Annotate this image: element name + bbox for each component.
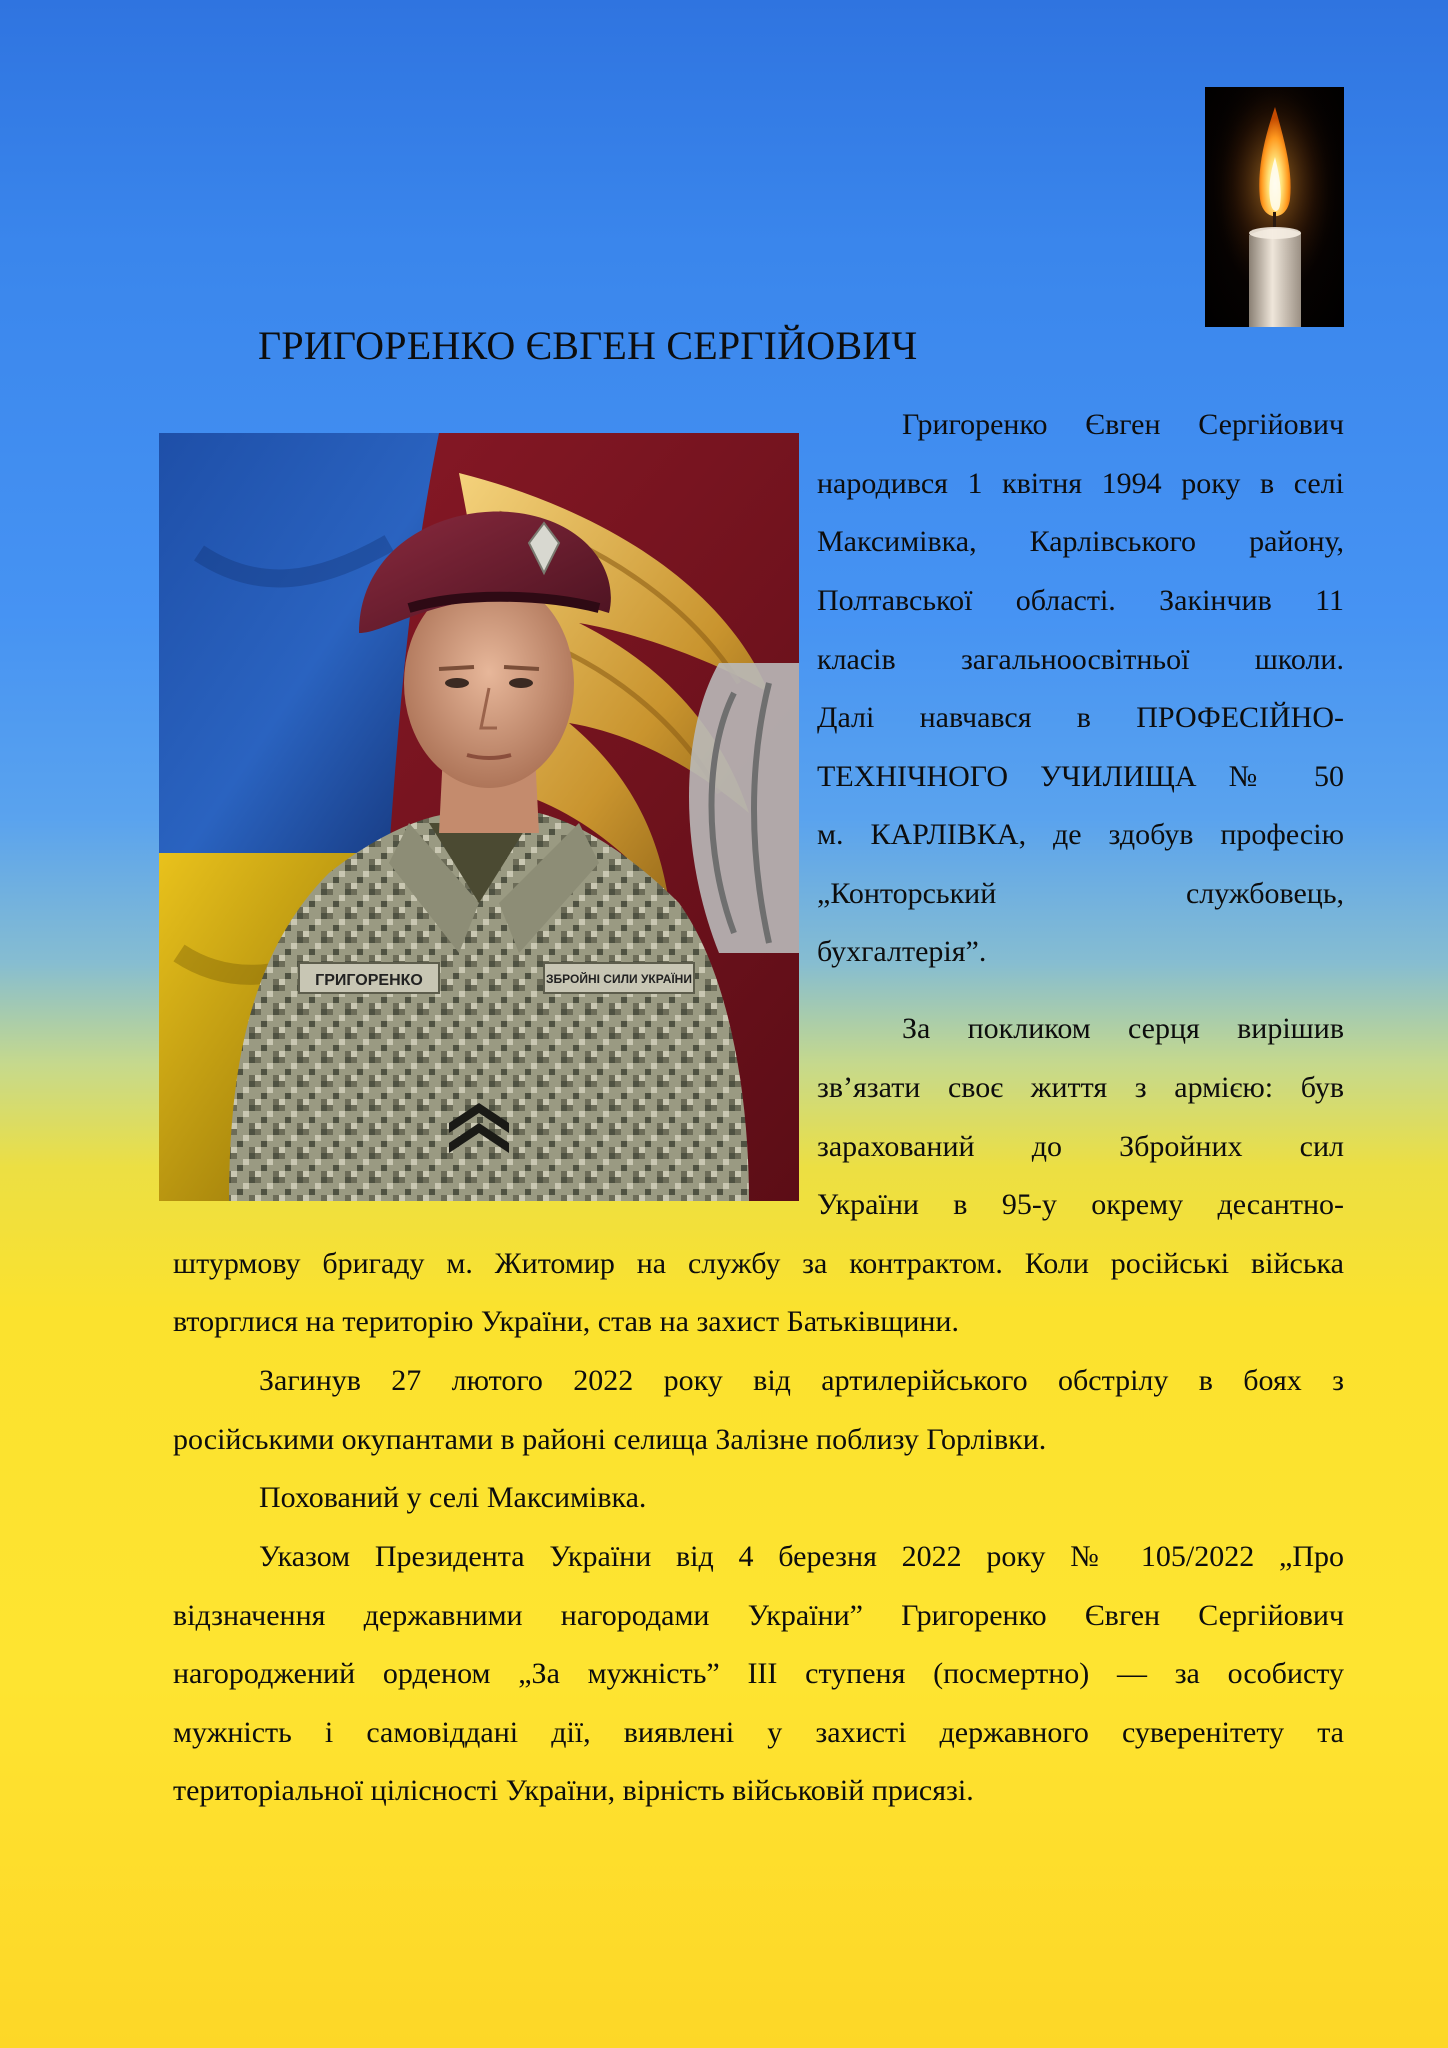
bio-line: Указом Президента України від 4 березня 2022 року № 105/2022 „Про	[259, 1540, 1344, 1573]
page-title: ГРИГОРЕНКО ЄВГЕН СЕРГІЙОВИЧ	[258, 323, 918, 368]
bio-line: України в 95-у окрему десантно-	[817, 1188, 1344, 1221]
bio-line: відзначення державними нагородами України” Григоренко Євген Сергійович	[173, 1599, 1344, 1632]
unit-tag-text: ЗБРОЙНІ СИЛИ УКРАЇНИ	[546, 972, 692, 986]
bio-line: „Конторський службовець,	[817, 877, 1344, 910]
bio-line: зарахований до Збройних сил	[817, 1130, 1344, 1163]
bio-line: російськими окупантами в районі селища Залізне поблизу Горлівки.	[173, 1423, 1047, 1456]
bio-line: територіальної цілісності України, вірність військовій присязі.	[173, 1774, 974, 1807]
candle-image	[1205, 87, 1344, 327]
bio-line: м. КАРЛІВКА, де здобув професію	[817, 818, 1344, 851]
bio-line: Максимівка, Карлівського району,	[817, 525, 1344, 558]
bio-line: ТЕХНІЧНОГО УЧИЛИЩА № 50	[817, 760, 1344, 793]
bio-line: Полтавської області. Закінчив 11	[817, 584, 1344, 617]
bio-line: штурмову бригаду м. Житомир на службу за контрактом. Коли російські війська	[173, 1247, 1344, 1280]
bio-line: мужність і самовіддані дії, виявлені у захисті державного суверенітету та	[173, 1716, 1344, 1749]
bio-line: класів загальноосвітньої школи.	[817, 643, 1344, 676]
name-tag-text: ГРИГОРЕНКО	[315, 972, 423, 989]
bio-line: Далі навчався в ПРОФЕСІЙНО-	[817, 701, 1344, 734]
bio-line: вторглися на територію України, став на захист Батьківщини.	[173, 1305, 959, 1338]
bio-line: За покликом серця вирішив	[902, 1012, 1344, 1045]
bio-line: Григоренко Євген Сергійович	[902, 408, 1344, 441]
portrait-photo	[159, 433, 799, 1201]
bio-line: зв’язати своє життя з армією: був	[817, 1071, 1344, 1104]
bio-line: Похований у селі Максимівка.	[259, 1481, 647, 1514]
bio-line: народився 1 квітня 1994 року в селі	[817, 467, 1344, 500]
bio-line: Загинув 27 лютого 2022 року від артилерійського обстрілу в боях з	[259, 1364, 1344, 1397]
bio-line: бухгалтерія”.	[817, 935, 987, 968]
bio-line: нагороджений орденом „За мужність” ІІІ ступеня (посмертно) — за особисту	[173, 1657, 1344, 1690]
